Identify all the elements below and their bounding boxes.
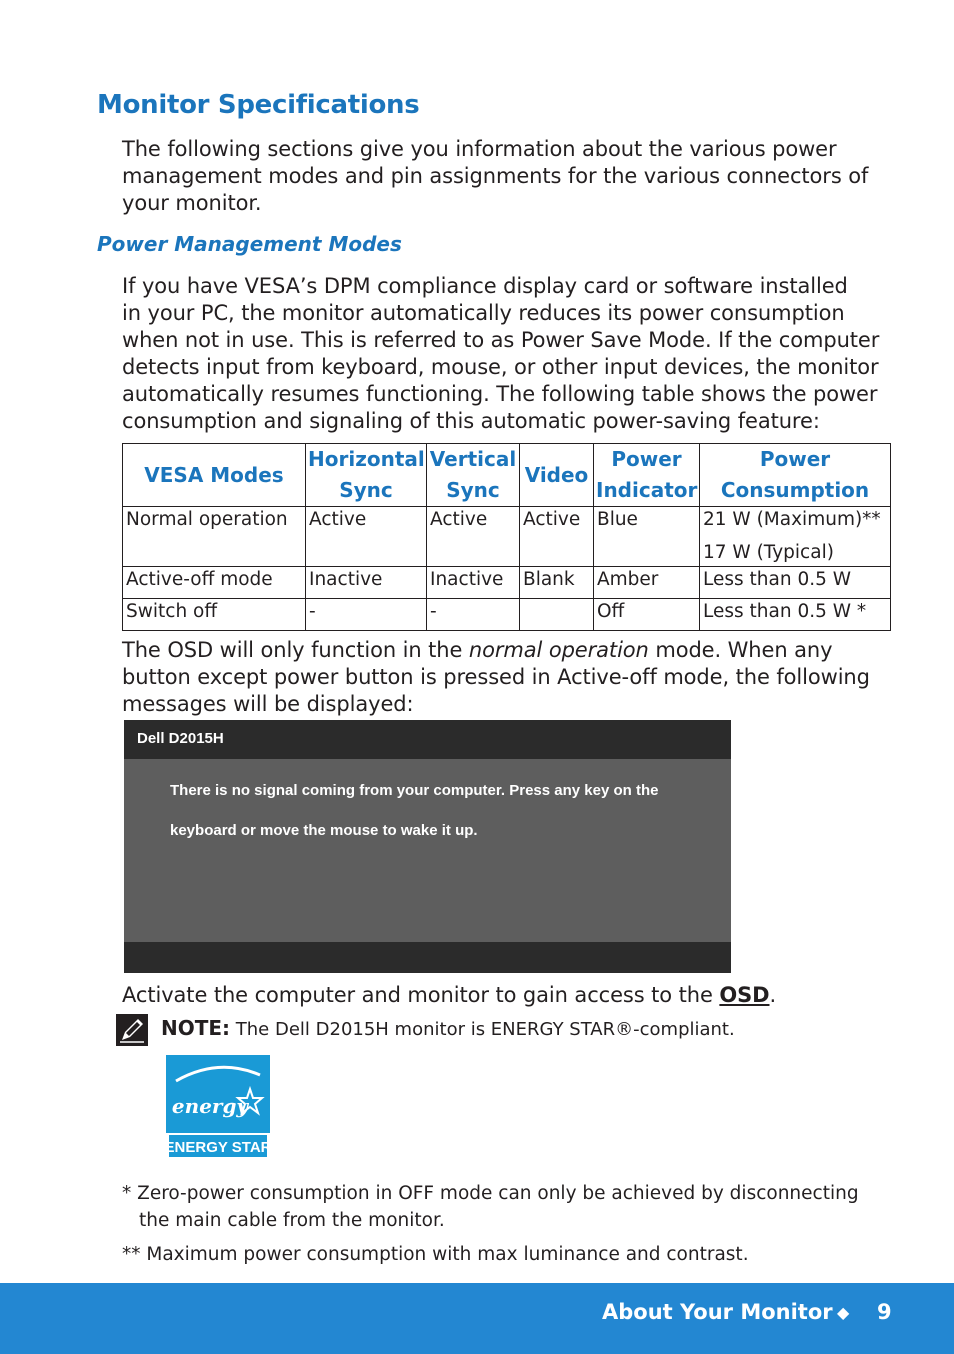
page-title: Monitor Specifications bbox=[97, 90, 420, 120]
note-label: NOTE: bbox=[161, 1016, 231, 1040]
energy-star-logo bbox=[166, 1055, 270, 1159]
table-row bbox=[123, 567, 891, 599]
osd-link[interactable]: OSD bbox=[719, 983, 770, 1007]
power-mode-description bbox=[122, 273, 879, 435]
table-cell: Off bbox=[594, 599, 700, 631]
table-header-row bbox=[123, 444, 891, 507]
activate-paragraph: Activate the computer and monitor to gain access to the OSD. bbox=[122, 983, 777, 1007]
body-line: when not in use. This is referred to as Power Save Mode. If the computer bbox=[122, 328, 880, 352]
section-subtitle: Power Management Modes bbox=[97, 232, 402, 256]
table-cell: Active bbox=[306, 507, 427, 567]
header-power-indicator: Power Indicator bbox=[594, 444, 700, 507]
power-modes-table bbox=[122, 443, 891, 631]
consumption-typical: 17 W (Typical) bbox=[703, 542, 834, 563]
table-cell: Active-off mode bbox=[123, 567, 306, 599]
table-cell bbox=[520, 599, 594, 631]
header-vertical-sync: Vertical Sync bbox=[427, 444, 520, 507]
table-cell: Blank bbox=[520, 567, 594, 599]
header-vesa-modes: VESA Modes bbox=[123, 444, 306, 507]
page-footer bbox=[0, 1283, 954, 1354]
osd-message-screenshot bbox=[124, 720, 731, 973]
footnote-mark: * bbox=[122, 1183, 132, 1204]
table-cell: Normal operation bbox=[123, 507, 306, 567]
body-line: If you have VESA’s DPM compliance display card or software installed bbox=[122, 274, 848, 298]
intro-line: The following sections give you information about the various power bbox=[122, 137, 837, 161]
footnote-max-power: ** Maximum power consumption with max luminance and contrast. bbox=[122, 1244, 749, 1265]
body-line: in your PC, the monitor automatically reduces its power consumption bbox=[122, 301, 845, 325]
table-cell: Inactive bbox=[427, 567, 520, 599]
note-text: NOTE: The Dell D2015H monitor is ENERGY STAR®-compliant. bbox=[161, 1016, 735, 1040]
osd-bottom-bar bbox=[124, 942, 731, 973]
osd-paragraph: The OSD will only function in the normal operation mode. When any button except power button is pressed in Active-off mode, the following messages will be displayed: bbox=[122, 638, 870, 716]
header-horizontal-sync: Horizontal Sync bbox=[306, 444, 427, 507]
energy-star-script: energy bbox=[171, 1094, 249, 1118]
table-cell: Less than 0.5 W bbox=[700, 567, 891, 599]
footnote-zero-power: * Zero-power consumption in OFF mode can only be achieved by disconnecting the main cable from the monitor. bbox=[122, 1183, 859, 1231]
table-cell: Active bbox=[520, 507, 594, 567]
note-pencil-icon bbox=[116, 1014, 148, 1046]
intro-paragraph bbox=[122, 136, 868, 217]
table-cell: Active bbox=[427, 507, 520, 567]
page-number: 9 bbox=[877, 1300, 892, 1324]
body-line: automatically resumes functioning. The following table shows the power bbox=[122, 382, 878, 406]
table-cell: Switch off bbox=[123, 599, 306, 631]
table-row bbox=[123, 507, 891, 567]
table-cell: Blue bbox=[594, 507, 700, 567]
emphasis-normal-operation: normal operation bbox=[468, 638, 649, 662]
header-power-consumption: Power Consumption bbox=[700, 444, 891, 507]
diamond-icon: ◆ bbox=[837, 1303, 850, 1322]
osd-message-line: keyboard or move the mouse to wake it up. bbox=[170, 822, 478, 839]
body-line: consumption and signaling of this automatic power-saving feature: bbox=[122, 409, 820, 433]
osd-title-bar bbox=[124, 720, 731, 759]
intro-line: your monitor. bbox=[122, 191, 262, 215]
table-cell: Less than 0.5 W * bbox=[700, 599, 891, 631]
table-row bbox=[123, 599, 891, 631]
osd-title: Dell D2015H bbox=[137, 730, 224, 747]
table-cell: - bbox=[306, 599, 427, 631]
table-cell: Inactive bbox=[306, 567, 427, 599]
header-video: Video bbox=[520, 444, 594, 507]
table-cell: - bbox=[427, 599, 520, 631]
energy-star-label: ENERGY STAR bbox=[166, 1139, 270, 1156]
body-line: detects input from keyboard, mouse, or other input devices, the monitor bbox=[122, 355, 879, 379]
osd-message-line: There is no signal coming from your computer. Press any key on the bbox=[170, 782, 659, 799]
intro-line: management modes and pin assignments for the various connectors of bbox=[122, 164, 869, 188]
consumption-max: 21 W (Maximum)** bbox=[703, 509, 881, 530]
footer-section-title: About Your Monitor bbox=[602, 1300, 833, 1324]
table-cell: Amber bbox=[594, 567, 700, 599]
table-cell bbox=[700, 507, 891, 567]
